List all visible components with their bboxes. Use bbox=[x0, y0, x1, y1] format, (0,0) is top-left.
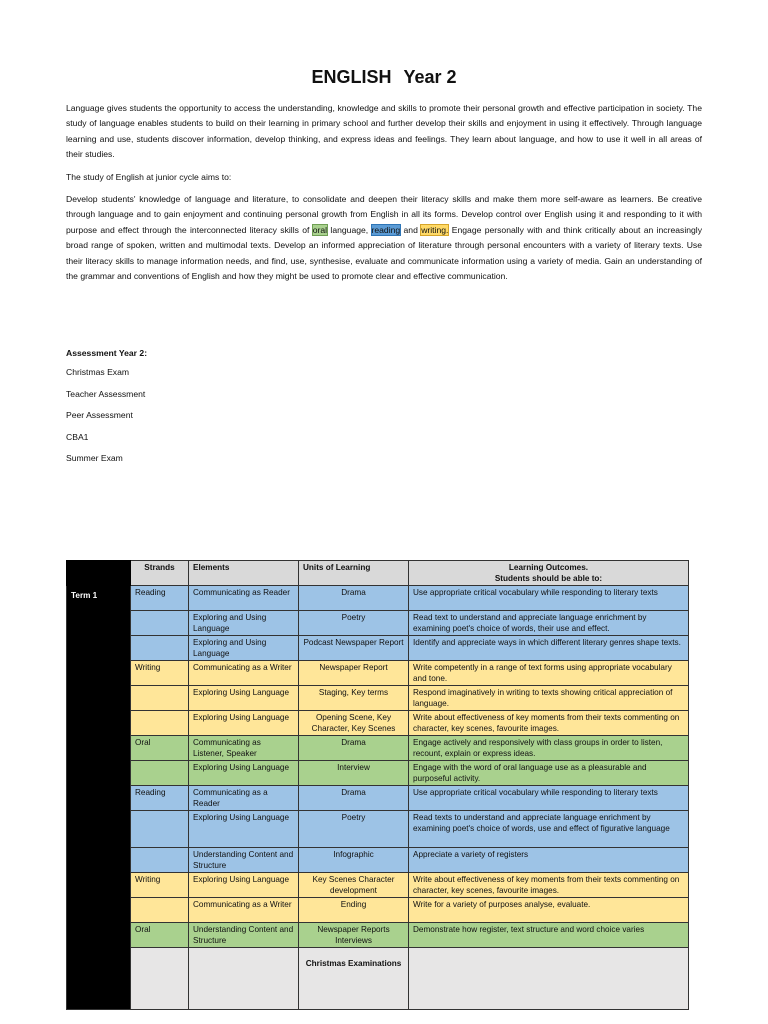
cell-unit: Drama bbox=[299, 586, 409, 611]
assessment-item: Teacher Assessment bbox=[66, 388, 146, 399]
header-outcomes bbox=[409, 561, 689, 586]
cell-outcome: Write for a variety of purposes analyse, evaluate. bbox=[409, 898, 689, 923]
highlight-oral: oral bbox=[312, 224, 328, 235]
title-subject: ENGLISH bbox=[311, 67, 392, 87]
cell-element: Communicating as Listener, Speaker bbox=[189, 736, 299, 761]
cell-outcome: Write about effectiveness of key moments from their texts commenting on character, key scenes, favourite images. bbox=[409, 711, 689, 736]
cell-strand: Reading bbox=[131, 786, 189, 811]
aims-heading: The study of English at junior cycle aims to: bbox=[66, 172, 232, 182]
highlight-reading: reading bbox=[371, 224, 401, 235]
cell-unit: Drama bbox=[299, 736, 409, 761]
cell-element bbox=[189, 948, 299, 1010]
aims-paragraph bbox=[66, 192, 702, 284]
cell-unit: Newspaper Report bbox=[299, 661, 409, 686]
table-header-row bbox=[67, 561, 689, 586]
cell-unit: Opening Scene, Key Character, Key Scenes bbox=[299, 711, 409, 736]
cell-unit: Ending bbox=[299, 898, 409, 923]
term-label: Term 1 bbox=[67, 586, 131, 1010]
cell-element: Exploring and Using Language bbox=[189, 611, 299, 636]
cell-element: Exploring Using Language bbox=[189, 686, 299, 711]
table-row bbox=[67, 948, 689, 1010]
cell-unit: Poetry bbox=[299, 811, 409, 848]
cell-unit: Infographic bbox=[299, 848, 409, 873]
cell-strand bbox=[131, 948, 189, 1010]
assessment-heading: Assessment Year 2: bbox=[66, 348, 148, 358]
cell-outcome: Engage with the word of oral language use as a pleasurable and purposeful activity. bbox=[409, 761, 689, 786]
header-elements: Elements bbox=[189, 561, 299, 586]
aims-text-2: language, bbox=[327, 224, 372, 235]
table-row bbox=[67, 898, 689, 923]
cell-outcome: Use appropriate critical vocabulary while responding to literary texts bbox=[409, 586, 689, 611]
cell-outcome: Identify and appreciate ways in which different literary genres shape texts. bbox=[409, 636, 689, 661]
assessment-item: Peer Assessment bbox=[66, 410, 133, 420]
header-strands: Strands bbox=[131, 561, 189, 586]
cell-outcome bbox=[409, 948, 689, 1010]
table-row bbox=[67, 811, 689, 848]
cell-element: Understanding Content and Structure bbox=[189, 848, 299, 873]
cell-element: Communicating as a Reader bbox=[189, 786, 299, 811]
cell-element: Exploring and Using Language bbox=[189, 636, 299, 661]
cell-element: Exploring Using Language bbox=[189, 711, 299, 736]
highlight-writing: writing. bbox=[421, 224, 449, 235]
aims-text-1: Develop students' knowledge of language and literature, to consolidate and deepen their literacy skills and make them more self-aware as learners. Be creative through language and to gain enjoyment and continuing personal growth from English in all its forms. Develop control over English using it and responding to it with purpose and effect through the interconnected literacy skills of bbox=[66, 194, 702, 235]
table-row bbox=[67, 611, 689, 636]
header-outcomes-line2: Students should be able to: bbox=[494, 574, 603, 583]
cell-strand bbox=[131, 611, 189, 636]
aims-text-4: Engage personally with and think critically about an increasingly broad range of spoken, written and multimodal texts. Develop an informed appreciation of literature through personal encounters with a variety of literary texts. Use their literacy skills to manage information needs, and find, use, synthesise, evaluate and communicate information using a variety of media. Gain an understanding of the grammar and conventions of English and how they might be used to promote clear and effective communication. bbox=[66, 224, 702, 282]
cell-unit: Interview bbox=[299, 761, 409, 786]
cell-unit: Staging, Key terms bbox=[299, 686, 409, 711]
cell-strand bbox=[131, 761, 189, 786]
cell-unit: Newspaper Reports Interviews bbox=[299, 923, 409, 948]
cell-element: Communicating as a Writer bbox=[189, 661, 299, 686]
assessment-list bbox=[66, 348, 147, 473]
cell-strand: Oral bbox=[131, 923, 189, 948]
table-row bbox=[67, 586, 689, 611]
cell-outcome: Write competently in a range of text forms using appropriate vocabulary and tone. bbox=[409, 661, 689, 686]
table-row bbox=[67, 761, 689, 786]
table-row bbox=[67, 923, 689, 948]
cell-outcome: Use appropriate critical vocabulary while responding to literary texts bbox=[409, 786, 689, 811]
table-row bbox=[67, 686, 689, 711]
cell-outcome: Demonstrate how register, text structure and word choice varies bbox=[409, 923, 689, 948]
cell-unit: Christmas Examinations bbox=[299, 948, 409, 1010]
cell-strand: Reading bbox=[131, 586, 189, 611]
table-row bbox=[67, 661, 689, 686]
table-row bbox=[67, 873, 689, 898]
header-units: Units of Learning bbox=[299, 561, 409, 586]
cell-element: Exploring Using Language bbox=[189, 873, 299, 898]
cell-outcome: Write about effectiveness of key moments from their texts commenting on character, key scenes, favourite images. bbox=[409, 873, 689, 898]
cell-outcome: Read text to understand and appreciate language enrichment by examining poet's choice of words, their use and effect. bbox=[409, 611, 689, 636]
cell-element: Communicating as a Writer bbox=[189, 898, 299, 923]
assessment-item: Summer Exam bbox=[66, 453, 123, 463]
table-row bbox=[67, 736, 689, 761]
table-corner bbox=[67, 561, 131, 586]
cell-strand bbox=[131, 711, 189, 736]
aims-text-3: and bbox=[400, 224, 422, 235]
cell-strand: Writing bbox=[131, 873, 189, 898]
assessment-item: CBA1 bbox=[66, 431, 89, 442]
cell-unit: Podcast Newspaper Report bbox=[299, 636, 409, 661]
cell-unit: Poetry bbox=[299, 611, 409, 636]
cell-strand bbox=[131, 848, 189, 873]
cell-unit: Drama bbox=[299, 786, 409, 811]
cell-outcome: Engage actively and responsively with class groups in order to listen, recount, explain or express ideas. bbox=[409, 736, 689, 761]
table-row bbox=[67, 636, 689, 661]
cell-strand bbox=[131, 636, 189, 661]
cell-element: Exploring Using Language bbox=[189, 761, 299, 786]
cell-element: Communicating as Reader bbox=[189, 586, 299, 611]
cell-outcome: Appreciate a variety of registers bbox=[409, 848, 689, 873]
cell-strand bbox=[131, 686, 189, 711]
cell-unit: Key Scenes Character development bbox=[299, 873, 409, 898]
cell-outcome: Respond imaginatively in writing to texts showing critical appreciation of language. bbox=[409, 686, 689, 711]
cell-outcome: Read texts to understand and appreciate language enrichment by examining poet's choice of words, use and effect of figurative language bbox=[409, 811, 689, 848]
table-row bbox=[67, 711, 689, 736]
title-year: Year 2 bbox=[403, 67, 457, 87]
assessment-item: Christmas Exam bbox=[66, 367, 130, 377]
cell-strand bbox=[131, 898, 189, 923]
cell-strand: Oral bbox=[131, 736, 189, 761]
page-title bbox=[0, 67, 768, 88]
cell-element: Exploring Using Language bbox=[189, 811, 299, 848]
cell-strand: Writing bbox=[131, 661, 189, 686]
cell-strand bbox=[131, 811, 189, 848]
table-row bbox=[67, 848, 689, 873]
table-row bbox=[67, 786, 689, 811]
header-outcomes-line1: Learning Outcomes. bbox=[508, 563, 589, 572]
cell-element: Understanding Content and Structure bbox=[189, 923, 299, 948]
term-plan-table bbox=[66, 560, 689, 1010]
intro-paragraph: Language gives students the opportunity to access the understanding, knowledge and skills to promote their personal growth and effective participation in society. The study of language enables students to build on their learning in primary school and further develop their skills and enjoyment in using it effectively. Through language learning and use, students discover information, develop thinking, and express ideas and feelings. They learn about language, and how to use it well in all areas of their studies. bbox=[66, 103, 702, 160]
